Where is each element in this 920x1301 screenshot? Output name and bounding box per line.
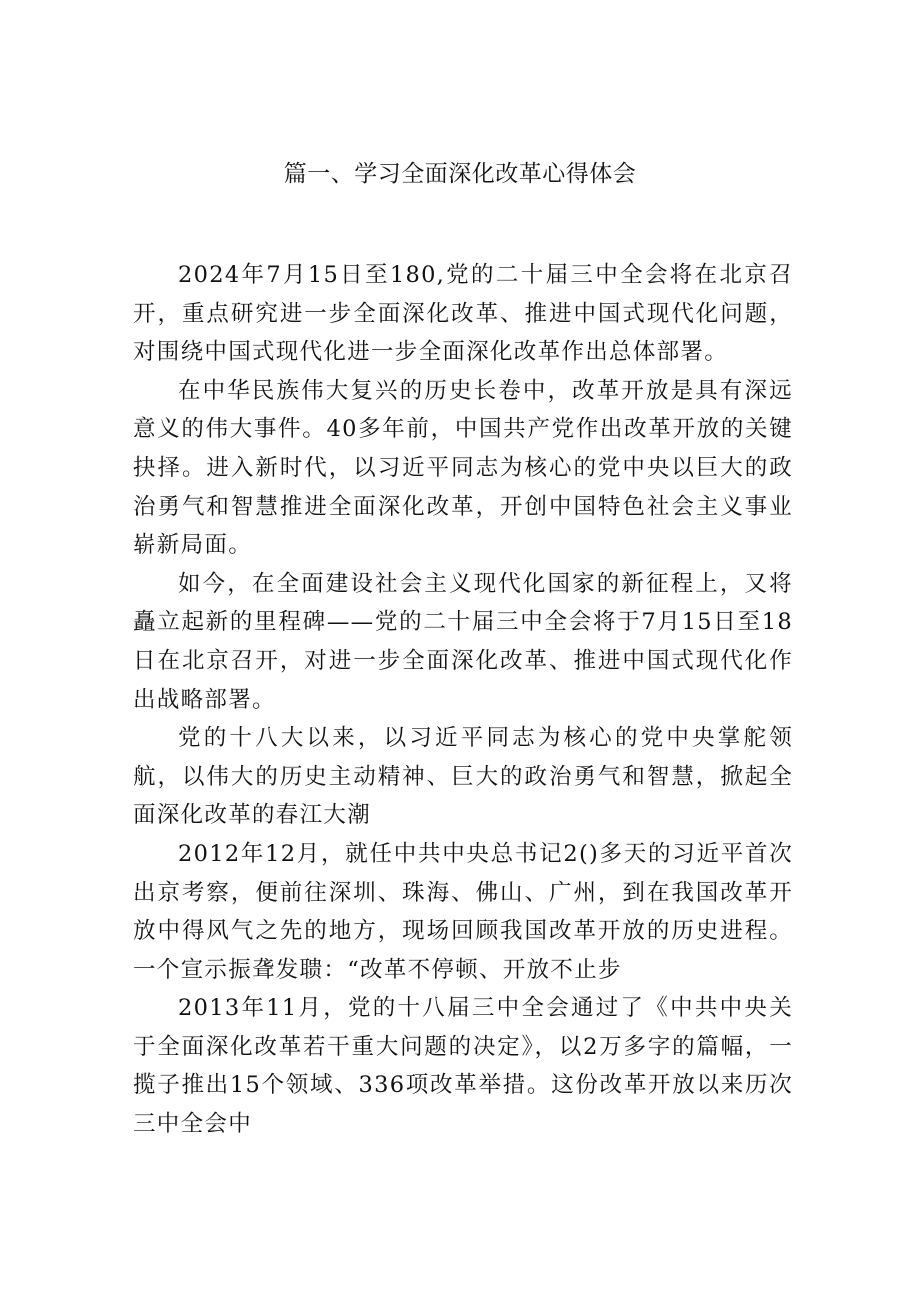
paragraph: 2013年11月，党的十八届三中全会通过了《中共中央关于全面深化改革若干重大问题的决定》，以2万多字的篇幅，一揽子推出15个领域、336项改革举措。这份改革开放以来历次三中全会中 (133, 995, 793, 1138)
document-title: 篇一、学习全面深化改革心得体会 (283, 161, 637, 187)
paragraph: 在中华民族伟大复兴的历史长卷中，改革开放是具有深远意义的伟大事件。40多年前，中国共产党作出改革开放的关键抉择。进入新时代，以习近平同志为核心的党中央以巨大的政治勇气和智慧推进全面深化改革，开创中国特色社会主义事业崭新局面。 (133, 377, 793, 559)
paragraph: 2012年12月，就任中共中央总书记2()多天的习近平首次出京考察，便前往深圳、珠海、佛山、广州，到在我国改革开放中得风气之先的地方，现场回顾我国改革开放的历史进程。一个宣示振聋发聩：“改革不停顿、开放不止步 (133, 840, 793, 983)
document-body (133, 256, 793, 1144)
paragraph: 2024年7月15日至180,党的二十届三中全会将在北京召开，重点研究进一步全面深化改革、推进中国式现代化问题，对围绕中国式现代化进一步全面深化改革作出总体部署。 (133, 262, 793, 366)
paragraph: 如今，在全面建设社会主义现代化国家的新征程上，又将矗立起新的里程碑——党的二十届三中全会将于7月15日至18日在北京召开，对进一步全面深化改革、推进中国式现代化作出战略部署。 (133, 570, 793, 713)
paragraph: 党的十八大以来，以习近平同志为核心的党中央掌舵领航，以伟大的历史主动精神、巨大的政治勇气和智慧，掀起全面深化改革的春江大潮 (133, 725, 793, 829)
